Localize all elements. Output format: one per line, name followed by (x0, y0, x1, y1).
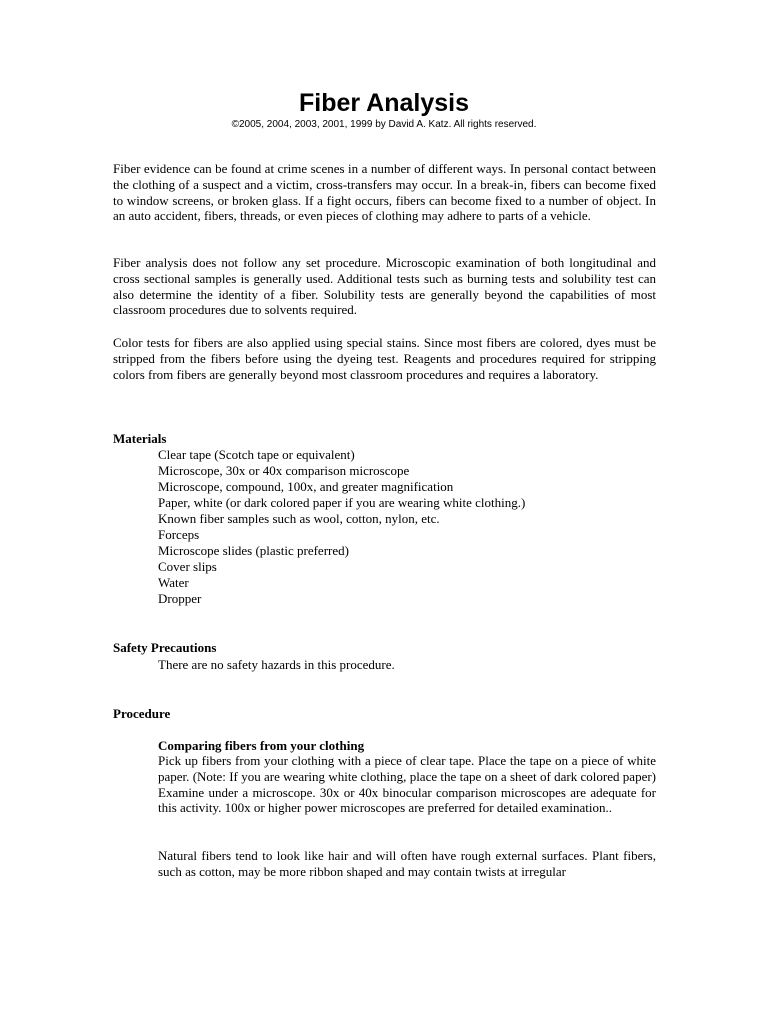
procedure-heading: Procedure (113, 706, 171, 721)
list-item: Water (158, 575, 189, 590)
procedure-subheading: Comparing fibers from your clothing (158, 738, 365, 753)
list-item: Clear tape (Scotch tape or equivalent) (158, 447, 355, 462)
procedure-paragraph-2: Natural fibers tend to look like hair and will often have rough external surfaces. Plant fibers, such as cotton, may be more ribbon shaped and may contain twists at irregular (158, 848, 656, 879)
copyright-notice: ©2005, 2004, 2003, 2001, 1999 by David A. Katz. All rights reserved. (231, 119, 537, 130)
list-item: Known fiber samples such as wool, cotton, nylon, etc. (158, 511, 440, 526)
safety-heading: Safety Precautions (113, 640, 217, 655)
list-item: Forceps (158, 527, 200, 542)
list-item: Dropper (158, 591, 202, 606)
intro-paragraph-1: Fiber evidence can be found at crime scenes in a number of different ways. In personal contact between the clothing of a suspect and a victim, cross-transfers may occur. In a break-in, fibers can become fixed to window screens, or broken glass. If a fight occurs, fibers can become fixed to a number of object. In an auto accident, fibers, threads, or even pieces of clothing may adhere to parts of a vehicle. (113, 161, 656, 224)
materials-heading: Materials (113, 431, 167, 446)
list-item: Paper, white (or dark colored paper if you are wearing white clothing.) (158, 495, 526, 510)
list-item: Microscope, 30x or 40x comparison microscope (158, 463, 410, 478)
list-item: Microscope, compound, 100x, and greater magnification (158, 479, 454, 494)
list-item: Cover slips (158, 559, 217, 574)
document-title: Fiber Analysis (299, 89, 469, 117)
safety-text: There are no safety hazards in this procedure. (158, 657, 395, 672)
intro-paragraph-3: Color tests for fibers are also applied using special stains. Since most fibers are colored, dyes must be stripped from the fibers before using the dyeing test. Reagents and procedures required for stripping colors from fibers are generally beyond most classroom procedures and requires a laboratory. (113, 335, 656, 382)
list-item: Microscope slides (plastic preferred) (158, 543, 349, 558)
procedure-paragraph-1: Pick up fibers from your clothing with a piece of clear tape. Place the tape on a piece of white paper. (Note: If you are wearing white clothing, place the tape on a sheet of dark colored paper) Examine under a microscope. 30x or 40x binocular comparison microscopes are adequate for this activity. 100x or higher power microscopes are preferred for detailed examination.. (158, 753, 656, 816)
intro-paragraph-2: Fiber analysis does not follow any set procedure. Microscopic examination of both longitudinal and cross sectional samples is generally used. Additional tests such as burning tests and solubility test can also determine the identity of a fiber. Solubility tests are generally beyond the capabilities of most classroom procedures due to solvents required. (113, 255, 656, 318)
materials-list (158, 447, 525, 607)
